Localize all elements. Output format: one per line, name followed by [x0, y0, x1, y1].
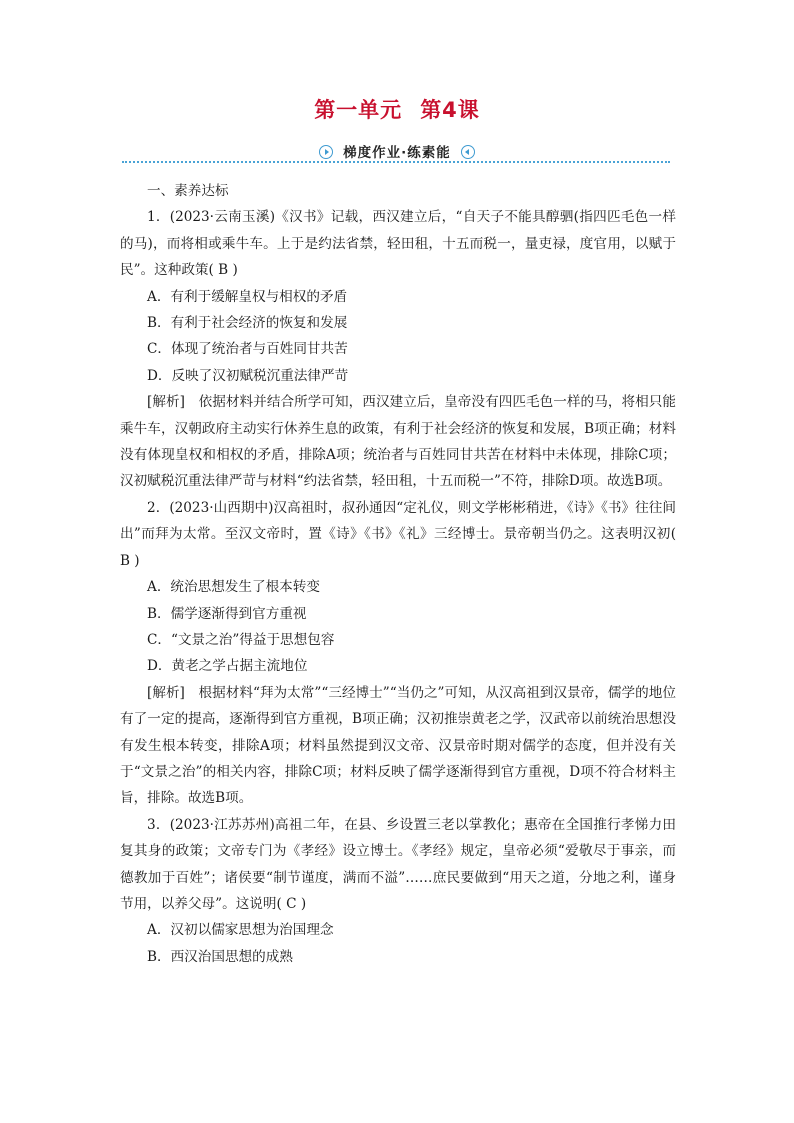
banner-label-box — [307, 141, 486, 161]
option-d: D．反映了汉初赋税沉重法律严苛 — [147, 367, 349, 384]
lesson-title: 第4课 — [420, 98, 480, 122]
question-analysis: [解析] 根据材料“拜为太常”“三经博士”“当仍之”可知，从汉高祖到汉景帝，儒学的地位有了一定的提高，逐渐得到官方重视，B项正确；汉初推崇黄老之学，汉武帝以前统治思想没有发生根本转变，排除A项；材料虽然提到汉文帝、汉景帝时期对儒学的态度，但并没有关于“文景之治”的相关内容，排除C项；材料反映了儒学逐渐得到官方重视，D项不符合材料主旨，排除。故选B项。 — [120, 684, 676, 807]
option-a: A．统治思想发生了根本转变 — [147, 579, 320, 596]
option-b: B．儒学逐渐得到官方重视 — [147, 605, 307, 622]
play-right-icon — [319, 145, 333, 159]
question-analysis: [解析] 依据材料并结合所学可知，西汉建立后，皇帝没有四匹毛色一样的马，将相只能乘牛车，汉朝政府主动实行休养生息的政策，有利于社会经济的恢复和发展，B项正确；材料没有体现皇权和相权的矛盾，排除A项；统治者与百姓同甘共苦在材料中未体现，排除C项；汉初赋税沉重法律严苛与材料“约法省禁，轻田租，十五而税一”不符，排除D项。故选B项。 — [120, 394, 676, 490]
question-3 — [120, 812, 676, 970]
question-stem: 1．(2023·云南玉溪)《汉书》记载，西汉建立后，“自天子不能具醇驷(指四匹毛色一样的马)，而将相或乘牛车。上于是约法省禁，轻田租，十五而税一，量吏禄，度官用，以赋于民”。这种政策( B ) — [120, 209, 676, 279]
question-stem: 2．(2023·山西期中)汉高祖时，叔孙通因“定礼仪，则文学彬彬稍进，《诗》《书》往往间出”而拜为太常。至汉文帝时，置《诗》《书》《礼》三经博士。景帝朝当仍之。这表明汉初( B ) — [120, 499, 676, 569]
question-2 — [120, 495, 676, 812]
section-banner — [0, 138, 794, 168]
question-stem: 3．(2023·江苏苏州)高祖二年，在县、乡设置三老以掌教化；惠帝在全国推行孝悌力田复其身的政策；文帝专门为《孝经》设立博士。《孝经》规定，皇帝必须“爱敬尽于事亲，而德教加于百姓”；诸侯要“制节谨度，满而不溢”……庶民要做到“用天之道，分地之利，谨身节用，以养父母”。这说明( C ) — [120, 816, 676, 912]
play-left-icon — [461, 145, 475, 159]
option-b: B．西汉治国思想的成熟 — [147, 948, 293, 965]
dotted-divider — [122, 161, 670, 163]
option-b: B．有利于社会经济的恢复和发展 — [147, 315, 348, 332]
question-1 — [120, 204, 676, 494]
option-c: C．“文景之治”得益于思想包容 — [147, 631, 335, 648]
option-a: A．有利于缓解皇权与相权的矛盾 — [147, 288, 348, 305]
unit-title: 第一单元 — [314, 98, 403, 122]
page-title — [0, 94, 794, 124]
banner-label: 梯度作业·练素能 — [343, 145, 451, 161]
option-d: D．黄老之学占据主流地位 — [147, 658, 308, 675]
option-c: C．体现了统治者与百姓同甘共苦 — [147, 341, 348, 358]
document-body — [120, 178, 676, 970]
option-a: A．汉初以儒家思想为治国理念 — [147, 922, 334, 939]
section-heading: 一、素养达标 — [147, 183, 229, 199]
